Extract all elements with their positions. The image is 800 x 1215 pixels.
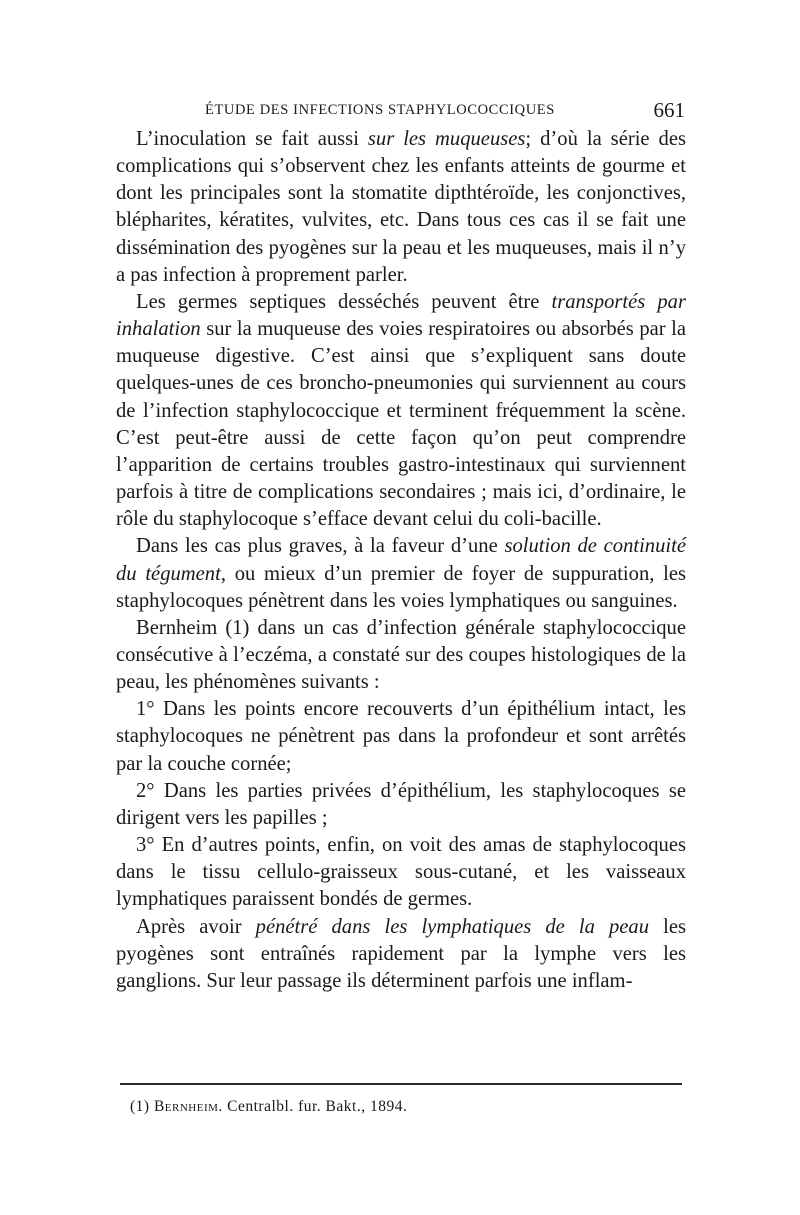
text-run: les pyogènes sont entraînés rapidement par la lymphe vers les ganglions. Sur leur passage ils déterminent parfois une inflam- bbox=[116, 915, 686, 992]
text-run: , ou mieux d’un premier de foyer de suppuration, les staphylocoques pénètrent dans les voies lymphatiques ou sanguines. bbox=[116, 562, 687, 612]
text-run: sur la muqueuse des voies respiratoires ou absorbés par la muqueuse digestive. C’est ainsi que s’expliquent sans doute quelques-unes de ces broncho-pneumonies qui surviennent au cours de l’infection staphylococcique et terminent fréquemment la scène. C’est peut-être aussi de cette façon qu’on peut comprendre l’apparition de certains troubles gastro-intestinaux qui surviennent parfois à titre de complications secondaires ; mais ici, d’ordinaire, le rôle du staphylocoque s’efface devant celui du coli-bacille. bbox=[116, 318, 686, 531]
footnote-author: Bernheim. bbox=[153, 1098, 223, 1115]
text-run: 3° En d’autres points, enfin, on voit des amas de staphylocoques dans le tissu cellulo-graisseux sous-cutané, et les vaisseaux lymphatiques paraissent bondés de germes. bbox=[116, 834, 686, 911]
paragraph-apres-avoir bbox=[116, 914, 686, 995]
text-run: Dans les cas plus graves, à la faveur d’une bbox=[136, 535, 505, 558]
footnote-citation: Centralbl. fur. Bakt., 1894. bbox=[222, 1098, 408, 1115]
text-run: Les germes septiques desséchés peuvent être bbox=[136, 290, 552, 313]
paragraph-inoculation bbox=[116, 126, 686, 289]
paragraph-point-2 bbox=[116, 778, 686, 832]
italic-run: transportés par inhalation bbox=[116, 290, 686, 341]
running-head bbox=[115, 98, 685, 124]
paragraph-bernheim bbox=[116, 615, 686, 696]
italic-run: sur les muqueuses bbox=[367, 128, 526, 150]
page-number: 661 bbox=[653, 98, 685, 122]
italic-run: pénétré dans les lymphatiques de la peau bbox=[255, 915, 650, 938]
paragraph-point-3 bbox=[116, 832, 686, 913]
text-run: Après avoir bbox=[136, 915, 256, 938]
paragraph-cas-graves bbox=[116, 533, 686, 614]
text-run: Bernheim (1) dans un cas d’infection générale staphylococcique consécutive à l’eczéma, a constaté sur des coupes histologiques de la peau, les phénomènes suivants : bbox=[116, 616, 686, 694]
body-text bbox=[116, 126, 686, 995]
text-run: 2° Dans les parties privées d’épithélium, les staphylocoques se dirigent vers les papilles ; bbox=[116, 779, 686, 829]
footnote-marker: (1) bbox=[130, 1098, 154, 1115]
footnote bbox=[130, 1098, 680, 1116]
paragraph-germes-septiques bbox=[116, 289, 686, 533]
text-run: L’inoculation se fait aussi bbox=[136, 128, 368, 150]
paragraph-point-1 bbox=[116, 696, 686, 777]
text-run: 1° Dans les points encore recouverts d’un épithélium intact, les staphylocoques ne pénètrent pas dans la profondeur et sont arrêtés par la couche cornée; bbox=[116, 698, 686, 775]
footnote-divider bbox=[120, 1083, 682, 1085]
italic-run: solution de continuité du tégument bbox=[116, 535, 686, 585]
running-title: ÉTUDE DES INFECTIONS STAPHYLOCOCCIQUES bbox=[205, 102, 555, 118]
text-run: ; d’où la série des complications qui s’observent chez les enfants atteints de gourme et dont les principales sont la stomatite dipthtéroïde, les conjonctives, blépharites, kératites, vulvites, etc. Dans tous ces cas il se fait une dissémination des pyogènes sur la peau et les muqueuses, mais il n’y a pas infection à proprement parler. bbox=[116, 128, 686, 286]
